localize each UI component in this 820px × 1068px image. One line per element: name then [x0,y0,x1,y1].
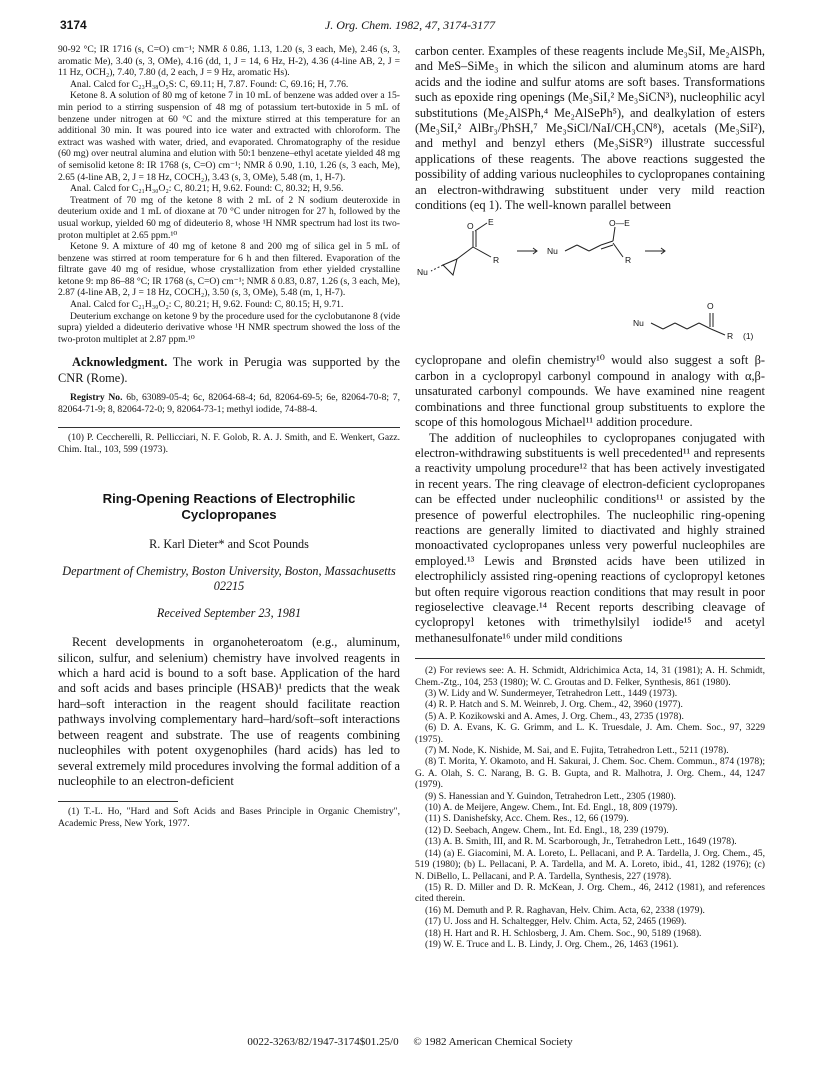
reference-item: (9) S. Hanessian and Y. Guindon, Tetrahedron Lett., 2305 (1980). [425,790,676,802]
reference-item: (5) A. P. Kozikowski and A. Ames, J. Org. Chem., 43, 2735 (1978). [425,710,684,722]
acknowledgment-text: The work in Perugia was supported by the CNR (Rome). [58,355,400,385]
intro-paragraph: Recent developments in organoheteroatom (e.g., aluminum, silicon, sulfur, and selenium) chemistry have involved reagents in which a hard acid is bound to a soft base. Application of the hard and soft acids and bases principle (HSAB)¹ predicts that the weak hard–soft interaction in the reagent should facilitate reaction pathways involving complementary hard–hard/soft–soft interactions between reagent and substrate. The use of reagents combining nucleophiles with potent oxygenophiles (hard acids) has led to several extremely mild procedures involving the formal addition of a nucleophile to an electron-deficient [58,635,400,788]
label-r-group: R [625,255,632,266]
registry-label: Registry No. [70,392,123,404]
reference-item: (4) R. P. Hatch and S. M. Weinreb, J. Org. Chem., 42, 3960 (1977). [425,699,683,711]
body-paragraph: carbon center. Examples of these reagents include Me₃SiI, Me₂AlSPh, and MeS–SiMe₃ in which the silicon and aluminum atoms are hard acids and the iodine and sulfur atoms are soft bases. Transformations such as epoxide ring openings (Me₃SiI,² Me₃SiCN³), nucleophilic acyl substitutions (Me₂AlSPh,⁴ Me₂AlSePh⁵), and dealkylation of esters (Me₃SiI,² AlBr₃/PhSH,⁷ Me₃SiCl/NaI/CH₃CN⁸), acetals (Me₃SiI²), and methyl and benzyl ethers (Me₃SiSR⁹) illustrate successful applications of these reagents. The above reactions suggested the possibility of adding various nucleophiles to cyclopropanes containing an electron-withdrawing substituent under very mild reaction conditions (eq 1). The well-known parallel between [415,44,765,213]
references-list [415,665,765,950]
body-paragraph: cyclopropane and olefin chemistry¹⁰ would also suggest a soft β-carbon in a cyclopropyl carbonyl compound in analogy with α,β-unsaturated carbonyl compounds. We have examined nine reagent combinations and three functional group substituents to explore the scope of this homologous Michael¹¹ addition procedure. [415,353,765,430]
label-r-group: R [493,255,500,266]
reference-item: (6) D. A. Evans, K. G. Grimm, and L. K. Truesdale, J. Am. Chem. Soc., 97, 3229 (1975). [415,722,765,745]
footnote-divider [58,427,400,428]
experimental-paragraph: Anal. Calcd for C₂₃H₃₈O₅S: C, 69.11; H, 7.87. Found: C, 69.16; H, 7.76. [70,78,349,90]
running-header [60,18,760,36]
page-footer [0,1036,820,1048]
bond [431,265,443,271]
article-code: 0022-3263/82/1947-3174$01.25/0 [247,1036,399,1048]
bond [577,245,589,251]
label-nucleophile: Nu [633,318,644,329]
bond [663,323,675,329]
footnote: (10) P. Ceccherelli, R. Pellicciari, N. F. Golob, R. A. J. Smith, and E. Wenkert, Gazz. Chim. Ital., 103, 599 (1973). [58,432,400,455]
reference-item: (11) S. Danishefsky, Acc. Chem. Res., 12, 66 (1979). [425,813,629,825]
double-bond [601,241,613,245]
reference-item: (10) A. de Meijere, Angew. Chem., Int. Ed. Engl., 18, 809 (1979). [425,802,678,814]
acknowledgment [58,355,400,386]
author-affiliation: Department of Chemistry, Boston University, Boston, Massachusetts 02215 [62,564,396,594]
cyclopropane-ring [443,259,457,275]
bond [651,323,663,329]
reaction-scheme [415,217,765,347]
received-date: Received September 23, 1981 [156,606,302,621]
experimental-paragraph: Anal. Calcd for C₂₁H₃₀O₂: C, 80.21; H, 9.62. Found: C, 80.32; H, 9.56. [70,183,344,195]
journal-name: J. Org. Chem. [324,18,393,32]
registry-numbers [58,392,400,415]
label-electrophile: E [488,217,494,228]
experimental-paragraph: Anal. Calcd for C₂₁H₃₀O₂: C, 80.21; H, 9.62. Found: C, 80.15; H, 9.71. [70,299,344,311]
bond [473,247,491,257]
reference-item: (19) W. E. Truce and L. B. Lindy, J. Org. Chem., 26, 1463 (1961). [425,938,679,950]
reference-item: (3) W. Lidy and W. Sundermeyer, Tetrahedron Lett., 1449 (1973). [425,688,678,699]
right-column [415,44,765,950]
reference-item: (16) M. Demuth and P. R. Raghavan, Helv. Chim. Acta, 62, 2338 (1979). [425,904,705,916]
equation-number: (1) [743,331,754,342]
references-divider [415,658,765,659]
reference-item: (12) D. Seebach, Angew. Chem., Int. Ed. Engl., 18, 239 (1979). [425,824,669,836]
left-column [58,44,400,829]
reference-item: (15) R. D. Miller and D. R. McKean, J. Org. Chem., 46, 2412 (1981), and references cited therein. [415,881,765,905]
body-paragraph: The addition of nucleophiles to cyclopropanes conjugated with electron-withdrawing substituents is well precedented¹¹ and represents a reactivity umpolung procedure¹² that has been actively investigated in recent years. The ring cleavage of electron-deficient cyclopropanes can be effected under nucleophilic conditions¹¹ or assisted by the presence of powerful electrophiles. The nucleophilic ring-opening reactions are generally limited to diactivated and highly strained monoactivated cyclopropanes unless very powerful nucleophiles are employed.¹³ Lewis and Brønsted acids have been utilized in electrophilicly assisted ring-opening reactions of cyclopropyl ketones but often require vigorous reaction conditions that may result in poor regioselective cleavage.¹⁴ Recent reports describing cleavage of cyclopropyl ketones with trimethylsilyl iodide¹⁵ and acetyl methanesulfonate¹⁶ under mild conditions [415,430,765,645]
experimental-paragraph: Ketone 9. A mixture of 40 mg of ketone 8 and 200 mg of silica gel in 5 mL of benzene was stirred at room temperature for 6 h and then filtered. Evaporation of the filtrate gave 40 mg of residue, whose crystallization from ether yielded crystalline ketone 9: mp 86–88 °C; IR 1768 (s, C=O) cm⁻¹; NMR δ 0.83, 0.87, 1.26 (s, 3 each, Me), 2.87 (4-line AB, 2, J = 18 Hz, COCH₂), 3.50 (s, 3, OMe), 5.48 (m, 1, H-7). [58,241,400,299]
double-bond [601,245,613,249]
article-authors: R. Karl Dieter* and Scot Pounds [149,537,309,552]
bond [475,223,487,231]
reaction-scheme-drawing [415,217,765,347]
reference-item: (14) (a) E. Giacomini, M. A. Loreto, L. Pellacani, and P. A. Tardella, J. Org. Chem., 45, 519 (1980); (b) L. Pellacani, P. A. Tardella, and M. A. Loreto, ibid., 41, 1282 (1976); (c) N. DiBello, L. Pellacani, and P. A. Tardella, Synthesis, 227 (1978). [415,847,765,882]
experimental-paragraph: Treatment of 70 mg of the ketone 8 with 2 mL of 2 N sodium deuteroxide in deuterium oxide and 1 mL of dioxane at 70 °C under nitrogen for 27 h, followed by the usual workup, yielded 60 mg of dideuterio 8, whose ¹H NMR spectrum had lost its two-proton multiplet at 2.65 ppm.¹⁰ [58,194,400,241]
copyright-notice: © 1982 American Chemical Society [413,1036,573,1048]
bond [565,245,577,251]
bond [613,243,623,257]
bond [613,227,615,241]
reference-item: (13) A. B. Smith, III, and R. M. Scarborough, Jr., Tetrahedron Lett., 1649 (1978). [425,836,737,848]
page-number: 3174 [60,18,87,32]
reference-item: (8) T. Morita, Y. Okamoto, and H. Sakurai, J. Chem. Soc. Chem. Commun., 874 (1978); G. A. Olah, S. C. Narang, B. G. B. Gupta, and R. Malhotra, J. Org. Chem., 44, 1247 (1979). [415,756,765,791]
bond [589,245,601,251]
bond [699,323,711,329]
label-oxygen-electrophile: O—E [609,218,630,229]
bond [711,329,725,335]
footnote-divider [58,801,178,802]
footnote: (1) T.-L. Ho, "Hard and Soft Acids and Bases Principle in Organic Chemistry", Academic Press, New York, 1977. [58,806,400,829]
reference-item: (2) For reviews see: A. H. Schmidt, Aldrichimica Acta, 14, 31 (1981); A. H. Schmidt, Chem.-Ztg., 104, 253 (1980); W. C. Groutas and D. Felker, Synthesis, 861 (1980). [415,665,765,688]
bond [687,323,699,329]
reference-item: (18) H. Hart and R. H. Schlosberg, J. Am. Chem. Soc., 90, 5189 (1968). [425,927,702,939]
acknowledgment-label: Acknowledgment. [72,355,168,370]
label-oxygen: O [467,221,474,232]
journal-year-volume: 1982, 47, 3174-3177 [395,18,496,32]
label-nucleophile: Nu [417,267,428,278]
journal-citation [60,18,760,33]
label-nucleophile: Nu [547,246,558,257]
reference-item: (7) M. Node, K. Nishide, M. Sai, and E. Fujita, Tetrahedron Lett., 5211 (1978). [425,745,729,757]
label-r-group: R [727,331,734,342]
article-title: Ring-Opening Reactions of Electrophilic Cyclopropanes [102,491,356,523]
label-oxygen: O [707,301,714,312]
reference-item: (17) U. Joss and H. Schaltegger, Helv. Chim. Acta, 52, 2465 (1969). [425,916,687,928]
bond [675,323,687,329]
experimental-paragraph: Ketone 8. A solution of 80 mg of ketone 7 in 10 mL of benzene was added over a 15-min period to a stirring suspension of 48 mg of potassium tert-butoxide in 5 mL of benzene under nitrogen at 60 °C and the mixture stirred at this temperature for an additional 30 min. It was poured into ice water and extracted with chloroform. The extract was washed with water, dried, and evaporated. Chromatography of the residue (60 mg) over neutral alumina and elution with 50:1 benzene–ethyl acetate yielded 48 mg of semisolid ketone 8: IR 1768 (s, C=O) cm⁻¹; NMR δ 0.90, 1.10, 1.26 (s, 3 each, Me), 2.65 (4-line AB, 2, J = 18 Hz, COCH₂), 3.43 (s, 3, OMe), 5.48 (m, 1, H-7). [58,90,400,183]
experimental-paragraph: 90-92 °C; IR 1716 (s, C=O) cm⁻¹; NMR δ 0.86, 1.13, 1.20 (s, 3 each, Me), 2.46 (s, 3, aromatic Me), 3.40 (s, 3, OMe), 4.16 (dd, 1, J = 14, 6 Hz, H-2), 4.36 (4-line AB, 2, J = 11 Hz, OCH₂), 7.40, 7.80 (d, 2 each, J = 9 Hz, aromatic Hs). [58,44,400,79]
bond [457,247,473,259]
experimental-paragraph: Deuterium exchange on ketone 9 by the procedure used for the cyclobutanone 8 (vide supra) yielded a dideuterio derivative whose ¹H NMR spectrum showed the loss of the two-proton multiplet at 2.87 ppm.¹⁰ [58,310,400,345]
registry-text: 6b, 63089-05-4; 6c, 82064-68-4; 6d, 82064-69-5; 6e, 82064-70-8; 7, 82064-71-9; 8, 82064-72-0; 9, 82064-73-1; methyl iodide, 74-88-4. [58,392,400,415]
